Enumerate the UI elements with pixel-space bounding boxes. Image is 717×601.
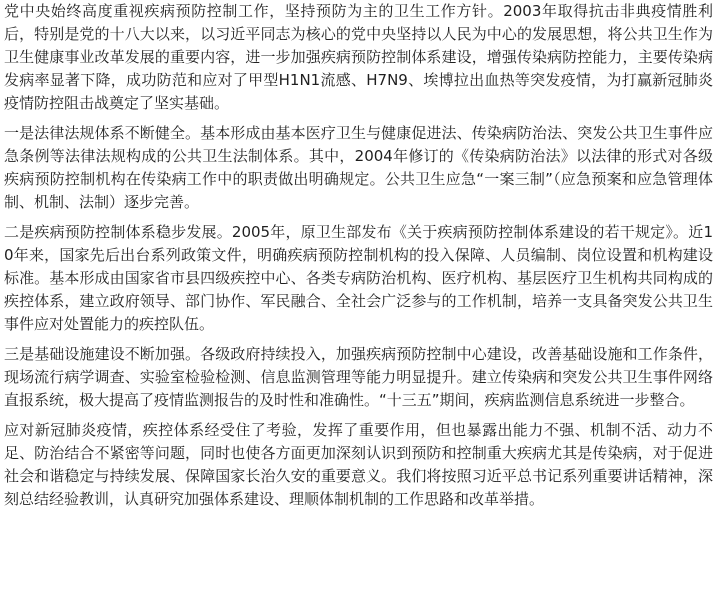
paragraph-infrastructure: 三是基础设施建设不断加强。各级政府持续投入，加强疾病预防控制中心建设，改善基础设施和工作条件，现场流行病学调查、实验室检验检测、信息监测管理等能力明显提升。建立传染病和突发公共卫生事件网络直报系统，极大提高了疫情监测报告的及时性和准确性。“十三五”期间，疾病监测信息系统进一步整合。 [4, 345, 713, 409]
paragraph-cdc-system: 二是疾病预防控制体系稳步发展。2005年，原卫生部发布《关于疾病预防控制体系建设的若干规定》。近10年来，国家先后出台系列政策文件，明确疾病预防控制机构的投入保障、人员编制、岗位设置和机构建设标准。基本形成由国家省市县四级疾控中心、各类专病防治机构、医疗机构、基层医疗卫生机构共同构成的疾控体系，建立政府领导、部门协作、军民融合、全社会广泛参与的工作机制，培养一支具备突发公共卫生事件应对处置能力的疾控队伍。 [4, 223, 713, 333]
paragraph-covid-response: 应对新冠肺炎疫情，疾控体系经受住了考验，发挥了重要作用，但也暴露出能力不强、机制不活、动力不足、防治结合不紧密等问题，同时也使各方面更加深刻认识到预防和控制重大疾病尤其是传染病，对于促进社会和谐稳定与持续发展、保障国家长治久安的重要意义。我们将按照习近平总书记系列重要讲话精神，深刻总结经验教训，认真研究加强体系建设、理顺体制机制的工作思路和改革举措。 [4, 421, 713, 508]
paragraph-legal-system: 一是法律法规体系不断健全。基本形成由基本医疗卫生与健康促进法、传染病防治法、突发公共卫生事件应急条例等法律法规构成的公共卫生法制体系。其中，2004年修订的《传染病防治法》以法律的形式对各级疾病预防控制机构在传染病工作中的职责做出明确规定。公共卫生应急“一案三制”（应急预案和应急管理体制、机制、法制）逐步完善。 [4, 124, 713, 211]
paragraph-intro: 党中央始终高度重视疾病预防控制工作，坚持预防为主的卫生工作方针。2003年取得抗击非典疫情胜利后，特别是党的十八大以来，以习近平同志为核心的党中央坚持以人民为中心的发展思想，将公共卫生作为卫生健康事业改革发展的重要内容，进一步加强疾病预防控制体系建设，增强传染病防控能力，主要传染病发病率显著下降，成功防范和应对了甲型H1N1流感、H7N9、埃博拉出血热等突发疫情，为打赢新冠肺炎疫情防控阻击战奠定了坚实基础。 [4, 2, 713, 112]
article-body [4, 0, 713, 511]
